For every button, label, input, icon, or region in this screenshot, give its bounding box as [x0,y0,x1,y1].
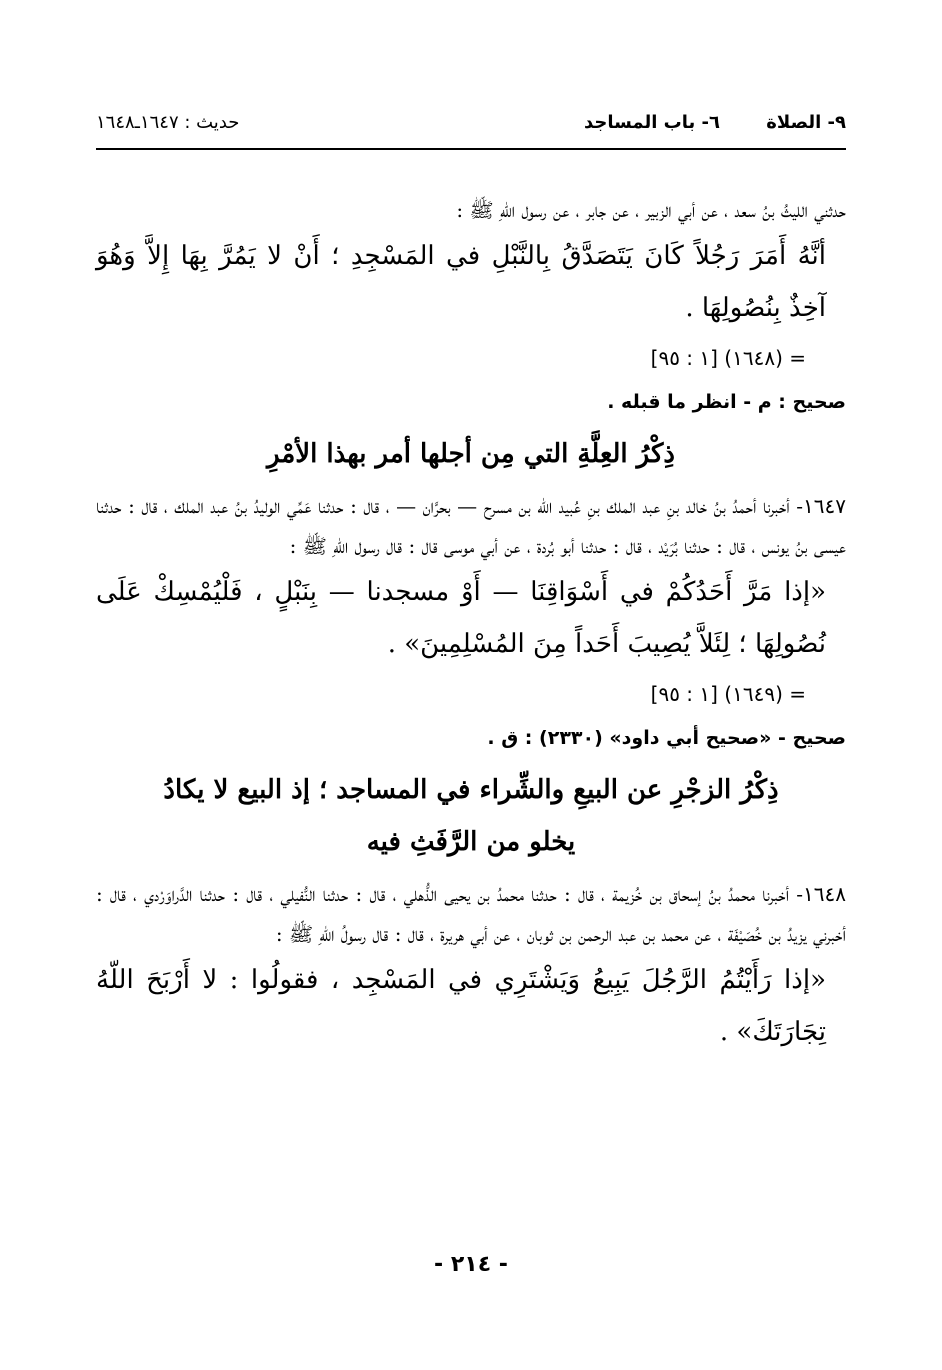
cross-reference: = (١٦٤٨) [١ : ٩٥] [650,346,806,370]
hadith-matn: «إذا رَأَيْتُمُ الرَّجُلَ يَبِيعُ وَيَشْتَرِي في المَسْجِد ، فقولُوا : لا أَرْبَحَ اللّهُ تِجَارَتَكَ» . [96,965,826,1047]
section-heading: ذِكْرُ الزجْرِ عن البيعِ والشِّراء في المساجد ؛ إذ البيع لا يكادُ [163,775,779,805]
grading-note: صحيح : م - انظر ما قبله . [607,391,846,413]
running-header [96,112,846,146]
page-number: - ٢١٤ - [434,1252,508,1277]
header-hadith-range: حديث : ١٦٤٧ـ١٦٤٨ [96,112,240,133]
hadith-matn: «إذا مَرَّ أَحَدُكُمْ في أَسْوَاقِنَا — أَوْ مسجدنا — بِنَبْلٍ ، فَلْيُمْسِكْ عَلَى نُصُولِهَا ؛ لِئَلاَّ يُصِيبَ أَحَداً مِنَ المُسْلِمِينَ» . [96,577,826,659]
section-heading: ذِكْرُ العِلَّةِ التي مِن أجلها أمر بهذا الأمْرِ [266,439,675,469]
section-heading-continued: يخلو من الرَّفَثِ فيه [366,827,576,857]
header-rule [96,148,846,150]
isnad-text: ١٦٤٨- أخبرنا محمدُ بنُ إسحاق بن خُزيمة ، قال : حدثنا محمدُ بن يحيى الذُّهلي ، قال : حدثنا النُّفيلي ، قال : حدثنا الدَّراوَرْدي ، قال : أخبرني يزيدُ بن خُصَيْفَة ، عن محمد بن عبد الرحمن بن ثوبان ، عن أبي هريرة ، قال : قال رسولُ اللّهِ ﷺ : [96,882,846,946]
hadith-matn: أنَّهُ أَمَرَ رَجُلاً كَانَ يَتَصَدَّقُ بِالنَّبْلِ في المَسْجِدِ ؛ أَنْ لا يَمُرَّ بِهَا إِلاَّ وَهُوَ آخِذٌ بِنُصُولِهَا . [96,241,826,323]
isnad-text: ١٦٤٧- أخبرنا أحمدُ بنُ خالد بنِ عبد الملك بنِ عُبيد اللّه بن مسرح — بحرَّان — ، قال : حدثنا عَمِّي الوليدُ بنُ عبد الملك ، قال : حدثنا عيسى بنُ يونس ، قال : حدثنا بُرَيْد ، قال : حدثنا أبو بُردة ، عن أبي موسى قال : قال رسول اللّهِ ﷺ : [96,494,846,558]
page-body [96,190,846,1058]
header-section: ٦- باب المساجد [583,112,721,133]
grading-note: صحيح - «صحيح أبي داود» (٢٣٣٠) : ق . [487,727,846,749]
header-chapter: ٩- الصلاة [766,112,846,133]
cross-reference: = (١٦٤٩) [١ : ٩٥] [650,682,806,706]
isnad-text: حدثني الليثُ بنُ سعد ، عن أبي الزبير ، عن جابر ، عن رسول اللهِ ﷺ : [456,198,846,222]
header-chapter-section [544,112,846,133]
